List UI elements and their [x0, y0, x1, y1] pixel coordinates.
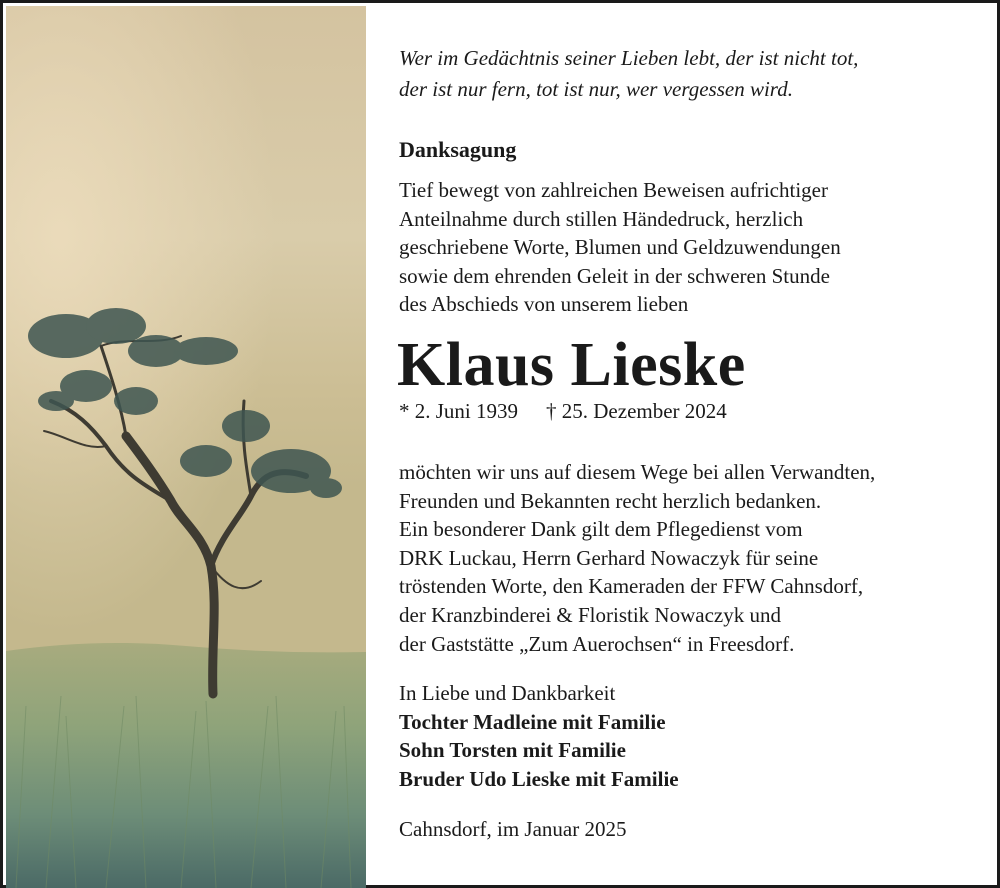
thanks-paragraph: möchten wir uns auf diesem Wege bei allen Verwandten, Freunden und Bekannten recht herzlich bedanken. Ein besonderer Dank gilt dem Pflegedienst vom DRK Luckau, Herrn Gerhard Nowaczyk für seine tröstenden Worte, den Kameraden der FFW Cahnsdorf, der Kranzbinderei & Floristik Nowaczyk und der Gaststätte „Zum Auerochsen“ in Freesdorf.	[399, 459, 876, 656]
place-date: Cahnsdorf, im Januar 2025	[399, 816, 627, 841]
mourner-line: Bruder Udo Lieske mit Familie	[399, 766, 679, 791]
obituary-text	[399, 43, 989, 843]
memorial-quote: Wer im Gedächtnis seiner Lieben lebt, der ist nicht tot, der ist nur fern, tot ist nur, wer vergessen wird.	[399, 46, 859, 101]
birth-date: * 2. Juni 1939	[399, 398, 519, 423]
heading-danksagung: Danksagung	[399, 137, 517, 162]
intro-paragraph: Tief bewegt von zahlreichen Beweisen aufrichtiger Anteilnahme durch stillen Händedruck, herzlich geschriebene Worte, Blumen und Geldzuwendungen sowie dem ehrenden Geleit in der schweren Stunde des Abschieds von unserem lieben	[399, 178, 841, 317]
mourner-line: Tochter Madleine mit Familie	[399, 709, 666, 734]
tree-photo	[6, 6, 366, 888]
signoff: In Liebe und Dankbarkeit	[399, 681, 616, 706]
mourner-line: Sohn Torsten mit Familie	[399, 738, 626, 763]
life-dates	[399, 397, 989, 425]
lone-tree-illustration	[6, 6, 366, 888]
death-date: † 25. Dezember 2024	[546, 398, 727, 423]
deceased-name: Klaus Lieske	[397, 330, 746, 399]
